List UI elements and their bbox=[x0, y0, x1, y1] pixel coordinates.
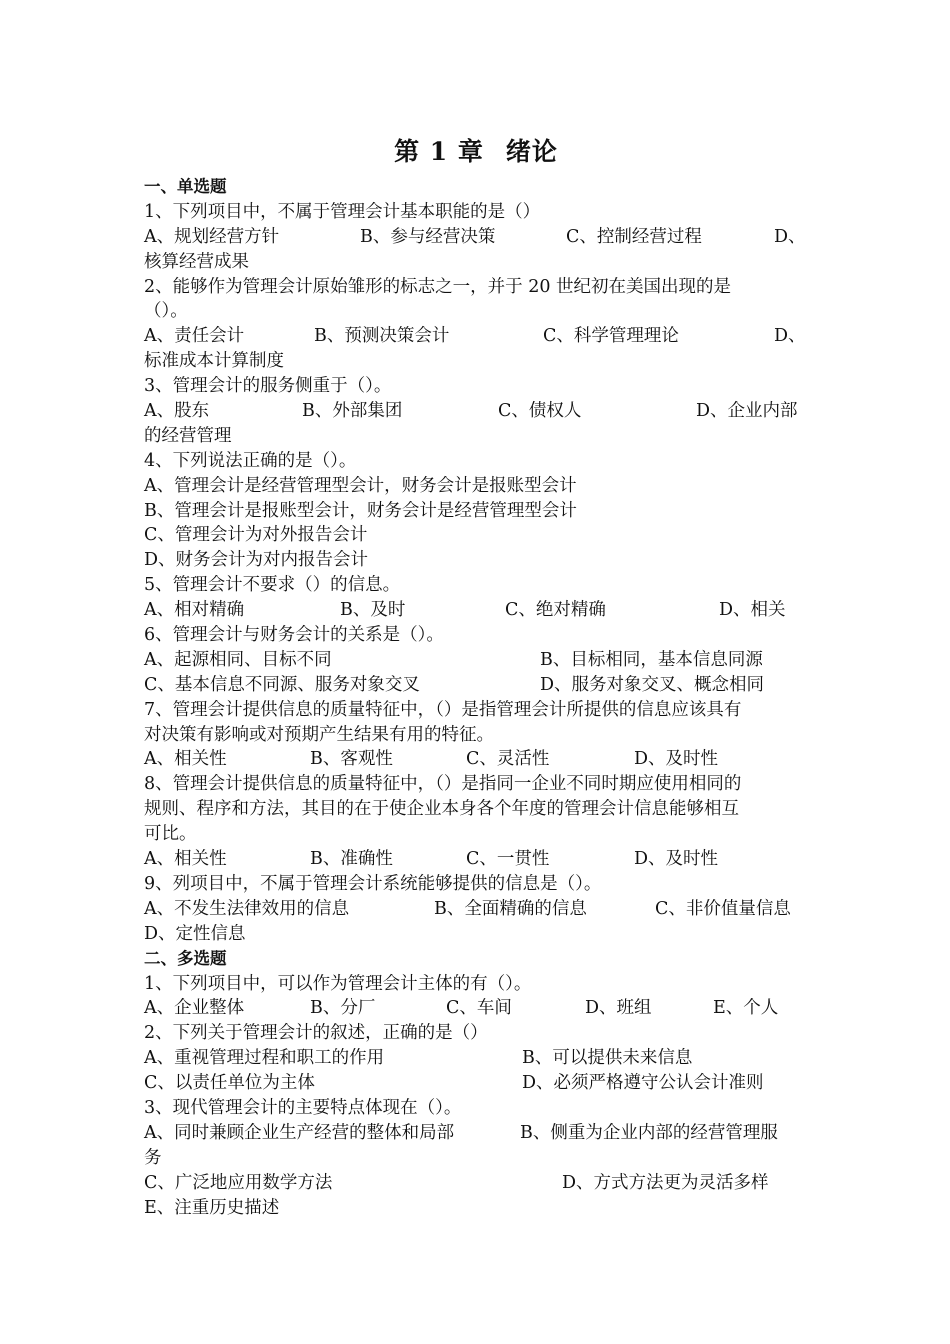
option: D、企业内部 bbox=[696, 401, 798, 422]
option-row bbox=[144, 673, 808, 698]
question-text: 3、现代管理会计的主要特点体现在（）。 bbox=[144, 1097, 462, 1118]
option: D、及时性 bbox=[634, 849, 719, 870]
option: A、不发生法律效用的信息 bbox=[144, 898, 350, 919]
question-text: B、管理会计是报账型会计，财务会计是经营管理型会计 bbox=[144, 500, 577, 521]
option: A、起源相同、目标不同 bbox=[144, 649, 332, 670]
option: D、必须严格遵守公认会计准则 bbox=[522, 1073, 764, 1094]
option: A、重视管理过程和职工的作用 bbox=[144, 1048, 385, 1069]
option: A、企业整体 bbox=[144, 998, 245, 1019]
option: A、相关性 bbox=[144, 849, 227, 870]
option: C、基本信息不同源、服务对象交叉 bbox=[144, 674, 420, 695]
option: B、及时 bbox=[340, 600, 406, 621]
option-row bbox=[144, 897, 808, 922]
option: B、客观性 bbox=[310, 749, 393, 770]
option: C、以责任单位为主体 bbox=[144, 1073, 315, 1094]
chapter-title bbox=[144, 132, 808, 168]
question-text: 可比。 bbox=[144, 824, 197, 845]
option-row bbox=[144, 598, 808, 623]
question-text: （）。 bbox=[144, 301, 188, 322]
option-row bbox=[144, 1121, 808, 1146]
option: C、控制经营过程 bbox=[566, 226, 702, 247]
question-text: 6、管理会计与财务会计的关系是（）。 bbox=[144, 625, 444, 646]
option: A、规划经营方针 bbox=[144, 226, 280, 247]
question-text: 规则、程序和方法，其目的在于使企业本身各个年度的管理会计信息能够相互 bbox=[144, 799, 739, 820]
option: D、相关 bbox=[719, 600, 786, 621]
option: A、同时兼顾企业生产经营的整体和局部 bbox=[144, 1122, 455, 1143]
option: B、目标相同，基本信息同源 bbox=[540, 649, 763, 670]
option: D、 bbox=[774, 326, 806, 347]
option: A、相关性 bbox=[144, 749, 227, 770]
option: D、 bbox=[774, 226, 806, 247]
option: D、方式方法更为灵活多样 bbox=[562, 1172, 769, 1193]
option-row bbox=[144, 996, 808, 1021]
option: B、准确性 bbox=[310, 849, 393, 870]
option: C、债权人 bbox=[498, 401, 582, 422]
question-text: 9、列项目中，不属于管理会计系统能够提供的信息是（）。 bbox=[144, 873, 602, 894]
question-text: 1、下列项目中，不属于管理会计基本职能的是（） bbox=[144, 201, 541, 222]
option-row bbox=[144, 399, 808, 424]
option-row bbox=[144, 1171, 808, 1196]
option: A、相对精确 bbox=[144, 600, 245, 621]
option: C、绝对精确 bbox=[505, 600, 606, 621]
option: C、灵活性 bbox=[466, 749, 550, 770]
question-text: 2、能够作为管理会计原始雏形的标志之一，并于 20 世纪初在美国出现的是 bbox=[144, 276, 732, 297]
option: C、车间 bbox=[446, 998, 512, 1019]
option: B、外部集团 bbox=[302, 401, 403, 422]
option: C、非价值量信息 bbox=[655, 898, 791, 919]
option: B、分厂 bbox=[310, 998, 376, 1019]
option-row bbox=[144, 1046, 808, 1071]
option: B、侧重为企业内部的经营管理服 bbox=[520, 1122, 778, 1143]
option-row bbox=[144, 648, 808, 673]
question-text: 3、管理会计的服务侧重于（）。 bbox=[144, 376, 392, 397]
option: C、一贯性 bbox=[466, 849, 550, 870]
option: B、预测决策会计 bbox=[314, 326, 450, 347]
question-text: 8、管理会计提供信息的质量特征中，（）是指同一企业不同时期应使用相同的 bbox=[144, 774, 742, 795]
question-text: 7、管理会计提供信息的质量特征中，（）是指管理会计所提供的信息应该具有 bbox=[144, 699, 742, 720]
section-heading: 二、多选题 bbox=[144, 948, 227, 968]
question-text: 2、下列关于管理会计的叙述，正确的是（） bbox=[144, 1023, 488, 1044]
question-text: C、管理会计为对外报告会计 bbox=[144, 525, 368, 546]
option-row bbox=[144, 324, 808, 349]
question-text: 5、管理会计不要求（）的信息。 bbox=[144, 575, 401, 596]
question-text: 4、下列说法正确的是（）。 bbox=[144, 450, 357, 471]
option: C、科学管理理论 bbox=[543, 326, 679, 347]
question-text: 对决策有影响或对预期产生结果有用的特征。 bbox=[144, 724, 494, 745]
option: B、参与经营决策 bbox=[360, 226, 496, 247]
option: D、及时性 bbox=[634, 749, 719, 770]
option-row bbox=[144, 225, 808, 250]
document-body bbox=[144, 175, 808, 1220]
question-text: D、定性信息 bbox=[144, 923, 246, 944]
option: C、广泛地应用数学方法 bbox=[144, 1172, 333, 1193]
question-text: 务 bbox=[144, 1147, 162, 1168]
option: B、可以提供未来信息 bbox=[522, 1048, 693, 1069]
option-row bbox=[144, 747, 808, 772]
question-text: A、管理会计是经营管理型会计，财务会计是报账型会计 bbox=[144, 475, 577, 496]
chapter-number: 第 1 章 bbox=[394, 137, 484, 166]
option: E、个人 bbox=[713, 998, 779, 1019]
question-text: 1、下列项目中，可以作为管理会计主体的有（）。 bbox=[144, 973, 532, 994]
option-row bbox=[144, 1071, 808, 1096]
question-text: 核算经营成果 bbox=[144, 251, 249, 272]
question-text: 的经营管理 bbox=[144, 425, 232, 446]
option: D、班组 bbox=[585, 998, 652, 1019]
option: B、全面精确的信息 bbox=[434, 898, 587, 919]
section-heading: 一、单选题 bbox=[144, 177, 227, 196]
question-text: 标准成本计算制度 bbox=[144, 351, 284, 372]
question-text: E、注重历史描述 bbox=[144, 1197, 280, 1218]
option: A、股东 bbox=[144, 401, 210, 422]
option-row bbox=[144, 847, 808, 872]
question-text: D、财务会计为对内报告会计 bbox=[144, 550, 369, 571]
option: D、服务对象交叉、概念相同 bbox=[540, 674, 765, 695]
option: A、责任会计 bbox=[144, 326, 245, 347]
chapter-name: 绪论 bbox=[505, 137, 558, 166]
